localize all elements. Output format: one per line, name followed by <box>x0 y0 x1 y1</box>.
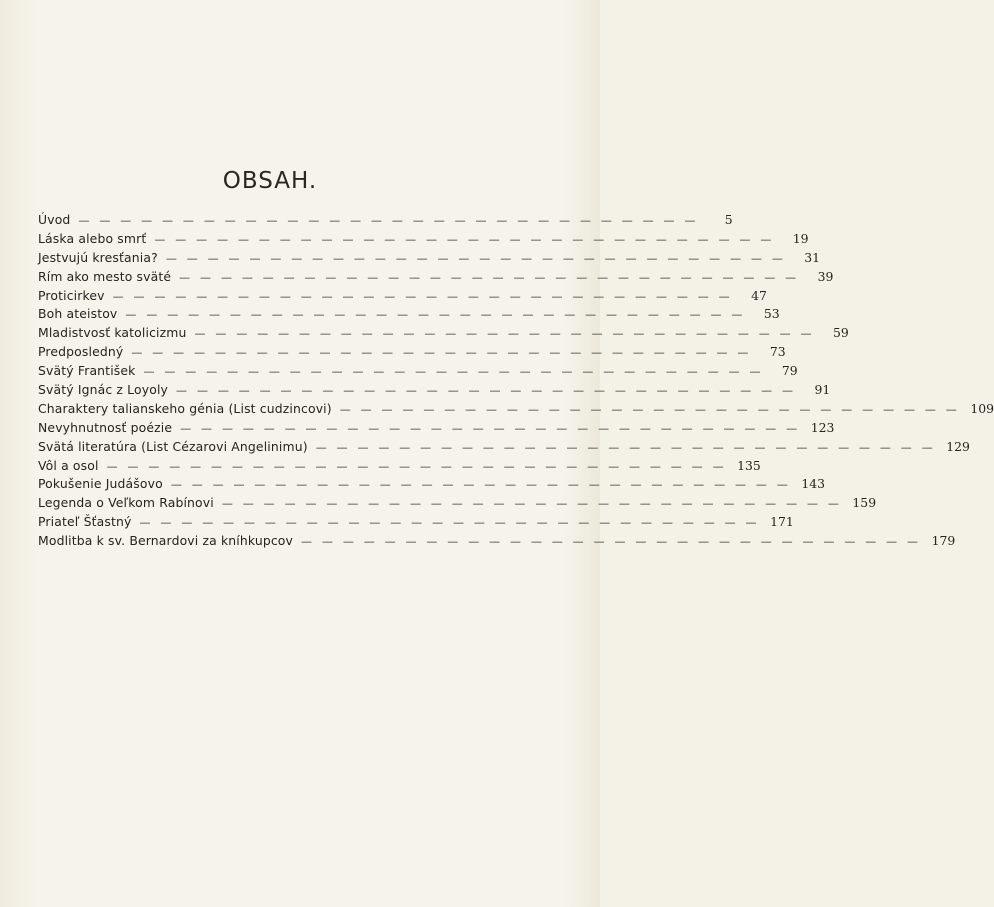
toc-entry-page-number: 91 <box>814 382 831 398</box>
dash-leader: — — — — — — — — — — — — — — — — — — — — — — — — — — — — — — <box>170 478 792 492</box>
dash-leader: — — — — — — — — — — — — — — — — — — — — — — — — — — — — — — <box>176 384 797 398</box>
toc-entry-title: Modlitba k sv. Bernardovi za kníhkupcov <box>38 533 294 549</box>
toc-entry <box>38 363 798 382</box>
toc-entry <box>38 495 877 514</box>
toc-entry-page-number: 109 <box>970 400 994 416</box>
dash-leader: — — — — — — — — — — — — — — — — — — — — — — — — — — — — — — <box>179 270 800 284</box>
toc-entry-page-number: 47 <box>751 287 767 303</box>
toc-entry-page-number: 135 <box>737 457 761 473</box>
toc-entry <box>38 400 994 420</box>
toc-entry-page-number: 171 <box>770 514 794 530</box>
toc-entry <box>38 438 970 458</box>
dash-leader: — — — — — — — — — — — — — — — — — — — — — — — — — — — — — — <box>180 421 801 435</box>
dash-leader: — — — — — — — — — — — — — — — — — — — — — — — — — — — — — — <box>78 214 699 227</box>
toc-entry-page-number: 19 <box>792 230 809 246</box>
dash-leader: — — — — — — — — — — — — — — — — — — — — — — — — — — — — — — <box>131 346 752 360</box>
toc-entry-title: Rím ako mesto sväté <box>38 268 172 284</box>
toc-entry-page-number: 53 <box>763 306 780 322</box>
toc-entry-title: Úvod <box>38 212 71 227</box>
toc-entry-title: Legenda o Veľkom Rabínovi <box>38 495 214 511</box>
dash-leader: — — — — — — — — — — — — — — — — — — — — — — — — — — — — — — <box>112 289 733 303</box>
toc-entry-page-number: 159 <box>852 495 877 511</box>
dash-leader: — — — — — — — — — — — — — — — — — — — — — — — — — — — — — — <box>154 232 775 246</box>
toc-entry-title: Boh ateistov <box>38 306 118 322</box>
toc-entry <box>38 268 834 288</box>
toc-entry-title: Svätá literatúra (List Cézarovi Angelinimu) <box>38 438 308 454</box>
dash-leader: — — — — — — — — — — — — — — — — — — — — — — — — — — — — — — <box>165 251 787 265</box>
dash-leader: — — — — — — — — — — — — — — — — — — — — — — — — — — — — — — <box>125 308 746 322</box>
toc-entry-title: Svätý Ignác z Loyoly <box>38 382 169 398</box>
dash-leader: — — — — — — — — — — — — — — — — — — — — — — — — — — — — — — <box>106 459 727 473</box>
page-title: OBSAH. <box>222 168 318 194</box>
toc-entry-page-number: 31 <box>804 249 821 265</box>
toc-entry-title: Mladistvosť katolicizmu <box>38 325 187 341</box>
toc-entry <box>38 249 821 269</box>
toc-entry-page-number: 73 <box>769 344 786 360</box>
toc-entry-page-number: 123 <box>810 419 835 435</box>
dash-leader: — — — — — — — — — — — — — — — — — — — — — — — — — — — — — — <box>315 440 936 454</box>
toc-entry <box>38 514 794 533</box>
toc-entry <box>38 230 809 250</box>
toc-entry <box>38 306 780 325</box>
toc-entry-title: Svätý František <box>38 363 136 379</box>
toc-entry-page-number: 179 <box>931 533 956 549</box>
toc-entry-page-number: 59 <box>832 325 849 341</box>
toc-entry-page-number: 5 <box>724 212 733 227</box>
toc-entry-title: Proticirkev <box>38 287 105 303</box>
toc-entry <box>38 212 733 231</box>
toc-entry <box>38 476 826 495</box>
toc-entry <box>38 325 849 344</box>
toc-entry <box>38 457 761 477</box>
toc-entry-title: Vôl a osol <box>38 457 99 473</box>
toc-entry-title: Nevyhnutnosť poézie <box>38 419 173 435</box>
toc-entry <box>38 419 835 439</box>
toc-entry-title: Láska alebo smrť <box>38 230 147 246</box>
dash-leader: — — — — — — — — — — — — — — — — — — — — — — — — — — — — — — <box>143 365 764 379</box>
toc-entry-title: Pokušenie Judášovo <box>38 476 163 492</box>
toc-entry-title: Charaktery talianskeho génia (List cudzincovi) <box>38 400 332 416</box>
toc-entry-title: Predposledný <box>38 344 124 360</box>
toc-entry-page-number: 79 <box>781 363 798 379</box>
toc-entry <box>38 287 767 307</box>
dash-leader: — — — — — — — — — — — — — — — — — — — — — — — — — — — — — — <box>301 535 922 549</box>
dash-leader: — — — — — — — — — — — — — — — — — — — — — — — — — — — — — — <box>139 516 760 530</box>
toc-entry <box>38 382 831 401</box>
dash-leader: — — — — — — — — — — — — — — — — — — — — — — — — — — — — — — <box>339 402 960 416</box>
toc-entry-title: Jestvujú kresťania? <box>38 249 158 265</box>
toc-entry <box>38 533 956 552</box>
toc-entry-page-number: 129 <box>946 438 970 454</box>
table-of-contents <box>38 212 994 552</box>
dash-leader: — — — — — — — — — — — — — — — — — — — — — — — — — — — — — — <box>221 497 843 511</box>
toc-entry-page-number: 143 <box>801 476 826 492</box>
toc-entry-title: Priateľ Šťastný <box>38 514 132 530</box>
toc-entry-page-number: 39 <box>817 268 834 284</box>
toc-entry <box>38 344 786 363</box>
dash-leader: — — — — — — — — — — — — — — — — — — — — — — — — — — — — — — <box>194 327 815 341</box>
